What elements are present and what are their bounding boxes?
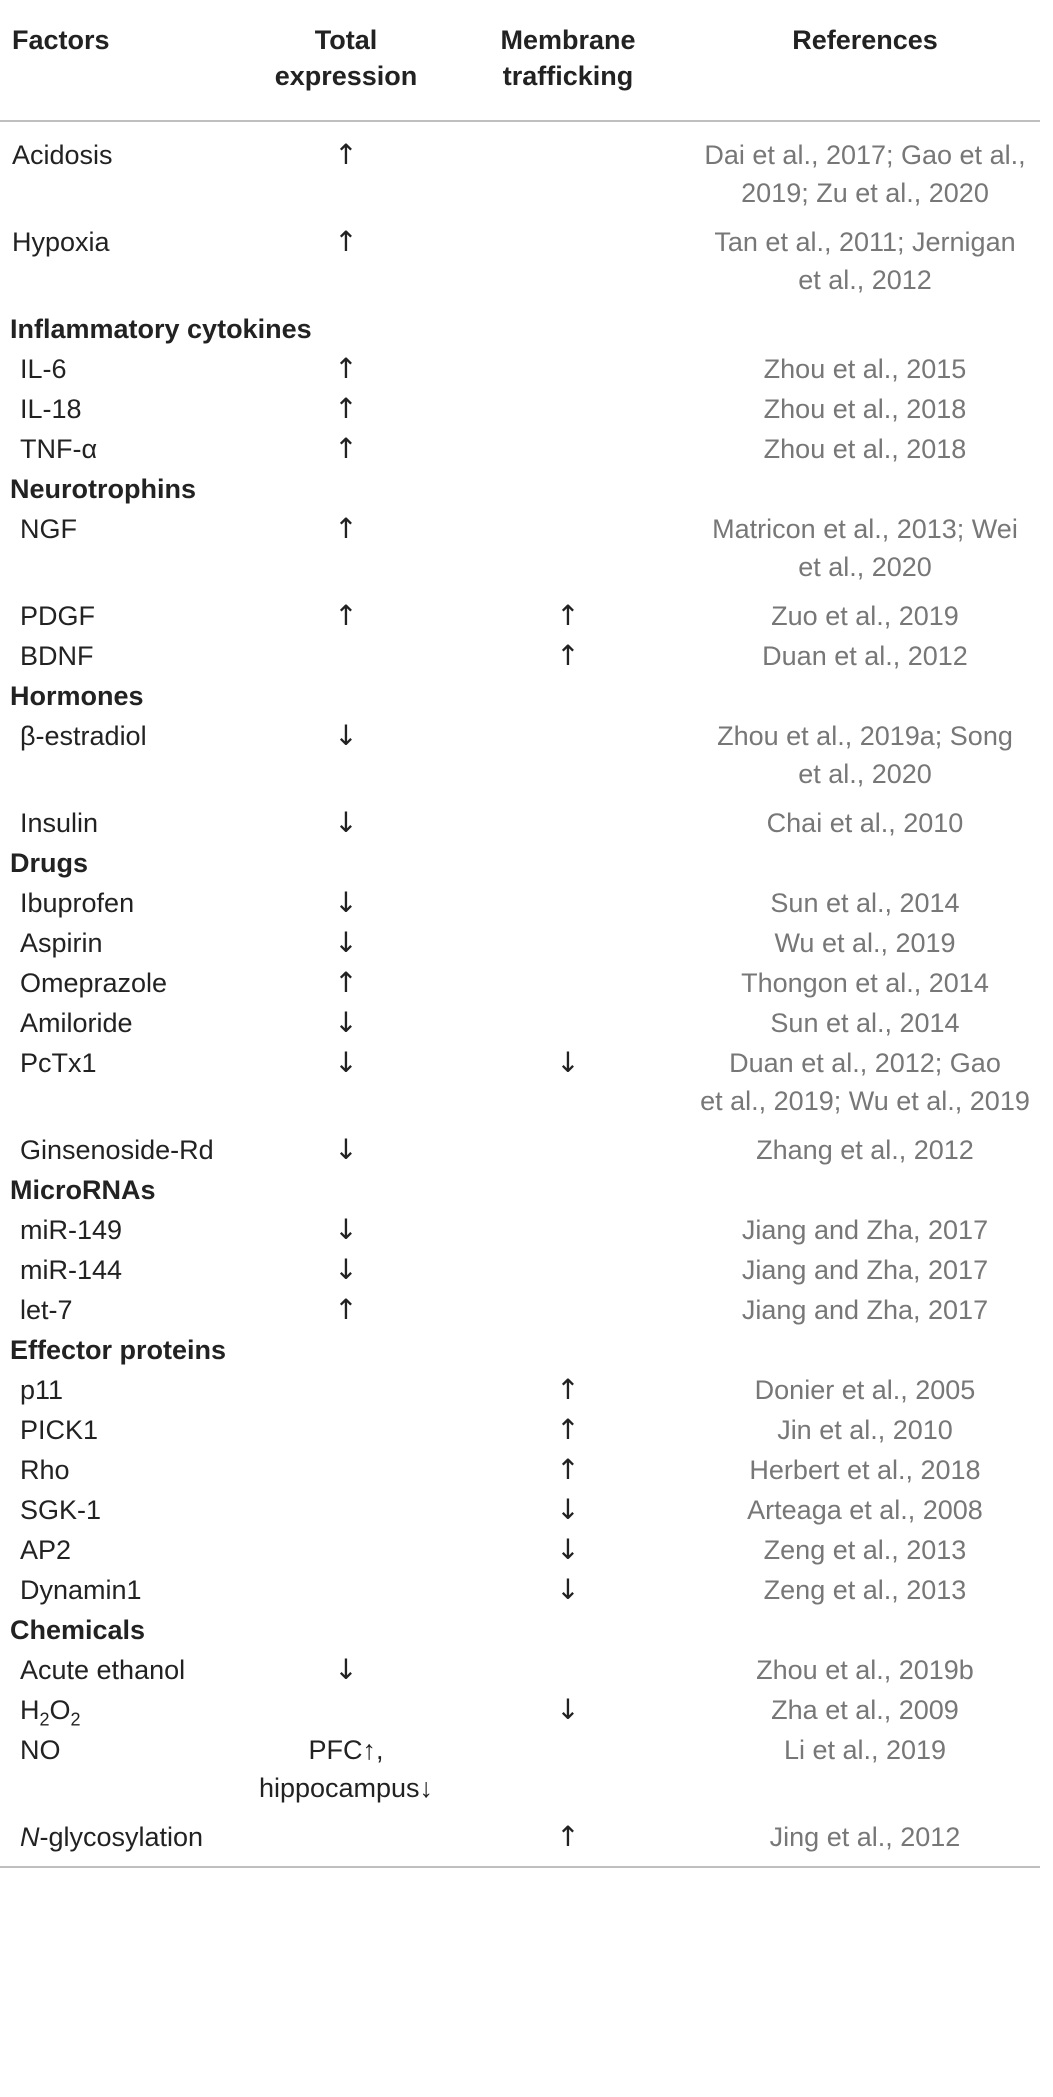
total-expression-value: ↓ (334, 806, 358, 839)
reference-line: 2019; Zu et al., 2020 (741, 178, 989, 208)
reference-line: Zeng et al., 2013 (763, 1575, 967, 1605)
reference-line: Herbert et al., 2018 (749, 1455, 981, 1485)
factor-name: PDGF (20, 601, 96, 631)
total-expression-value: ↓ (334, 1133, 358, 1166)
reference-text (690, 510, 1040, 586)
section-title: Inflammatory cytokines (10, 314, 312, 344)
factor-name: p11 (20, 1375, 64, 1405)
reference-text (690, 1491, 1040, 1529)
reference-text (690, 1371, 1040, 1409)
factor-name: Rho (20, 1455, 70, 1485)
reference-text (690, 964, 1040, 1002)
reference-text (690, 637, 1040, 675)
header-membrane-line2: trafficking (502, 61, 634, 91)
reference-line: Matricon et al., 2013; Wei (712, 514, 1018, 544)
factor-name: NGF (20, 514, 77, 544)
factor-name: miR-144 (20, 1255, 123, 1285)
reference-text (690, 717, 1040, 793)
factor-name: Acute ethanol (20, 1655, 186, 1685)
reference-text (690, 350, 1040, 388)
reference-line: Dai et al., 2017; Gao et al., (704, 140, 1026, 170)
factor-name: Amiloride (20, 1008, 133, 1038)
factor-name: Ginsenoside-Rd (20, 1135, 214, 1165)
reference-text (690, 1451, 1040, 1489)
section-title: Hormones (10, 681, 144, 711)
reference-line: Zhou et al., 2019a; Song (717, 721, 1013, 751)
reference-text (690, 1531, 1040, 1569)
membrane-trafficking-value: ↑ (556, 1373, 580, 1406)
total-expression-value: ↑ (334, 432, 358, 465)
reference-text (690, 1004, 1040, 1042)
reference-text (690, 597, 1040, 635)
reference-line: et al., 2020 (798, 552, 932, 582)
factor-name: IL-18 (20, 394, 82, 424)
factor-name: let-7 (20, 1295, 73, 1325)
reference-text (690, 1651, 1040, 1689)
reference-line: Zhou et al., 2019b (756, 1655, 974, 1685)
membrane-trafficking-value: ↓ (556, 1046, 580, 1079)
reference-text (690, 1291, 1040, 1329)
reference-line: Jiang and Zha, 2017 (741, 1215, 989, 1245)
reference-text (690, 390, 1040, 428)
total-expression-value: ↑ (334, 599, 358, 632)
reference-line: Sun et al., 2014 (770, 888, 960, 918)
header-membrane-trafficking (466, 22, 670, 94)
membrane-trafficking-value: ↓ (556, 1493, 580, 1526)
reference-text (690, 924, 1040, 962)
reference-line: Li et al., 2019 (783, 1735, 947, 1765)
membrane-trafficking-value: ↑ (556, 599, 580, 632)
total-expression-value: ↓ (334, 926, 358, 959)
reference-line: et al., 2019; Wu et al., 2019 (700, 1086, 1030, 1116)
reference-line: Zuo et al., 2019 (771, 601, 959, 631)
header-references: References (792, 25, 938, 55)
total-expression-value: ↓ (334, 1006, 358, 1039)
factor-name: PICK1 (20, 1415, 99, 1445)
reference-text (690, 223, 1040, 299)
reference-line: Arteaga et al., 2008 (747, 1495, 983, 1525)
reference-text (690, 804, 1040, 842)
reference-text (690, 1411, 1040, 1449)
total-expression-value: ↑ (334, 225, 358, 258)
total-expression-value: PFC↑, hippocampus↓ (258, 1735, 434, 1803)
reference-text (690, 1731, 1040, 1769)
total-expression-value: ↓ (334, 719, 358, 752)
reference-text (690, 430, 1040, 468)
reference-text (690, 1044, 1040, 1120)
factor-name: miR-149 (20, 1215, 123, 1245)
factor-name: $H_2O_2$ (20, 1695, 81, 1730)
reference-text (690, 1251, 1040, 1289)
reference-text (690, 1131, 1040, 1169)
reference-text (690, 1571, 1040, 1609)
factor-name: N-glycosylation (20, 1822, 204, 1852)
reference-line: Duan et al., 2012; Gao (729, 1048, 1001, 1078)
header-total-line1: Total (314, 25, 378, 55)
reference-text (690, 1211, 1040, 1249)
total-expression-value: ↑ (334, 392, 358, 425)
total-expression-value: ↑ (334, 512, 358, 545)
reference-line: Duan et al., 2012 (762, 641, 968, 671)
membrane-trafficking-value: ↓ (556, 1573, 580, 1606)
factor-name: Dynamin1 (20, 1575, 142, 1605)
total-expression-value: ↑ (334, 1293, 358, 1326)
reference-text (690, 136, 1040, 212)
factor-name: PcTx1 (20, 1048, 97, 1078)
factor-name: Omeprazole (20, 968, 168, 998)
factor-name: IL-6 (20, 354, 67, 384)
section-title: Neurotrophins (10, 474, 196, 504)
factor-name: NO (20, 1735, 61, 1765)
membrane-trafficking-value: ↓ (556, 1693, 580, 1726)
table-bottom-rule (0, 1866, 1040, 1868)
factor-name: TNF-α (20, 434, 98, 464)
membrane-trafficking-value: ↑ (556, 1453, 580, 1486)
factor-name: AP2 (20, 1535, 72, 1565)
membrane-trafficking-value: ↑ (556, 639, 580, 672)
section-title: Drugs (10, 848, 89, 878)
reference-line: Tan et al., 2011; Jernigan (714, 227, 1016, 257)
section-title: MicroRNAs (10, 1175, 156, 1205)
reference-line: Zhou et al., 2015 (763, 354, 967, 384)
reference-line: Zhou et al., 2018 (763, 434, 967, 464)
reference-line: Thongon et al., 2014 (741, 968, 989, 998)
total-expression-value: ↑ (334, 966, 358, 999)
total-expression-value: ↑ (334, 352, 358, 385)
total-expression-value: ↓ (334, 1653, 358, 1686)
total-expression-value: ↓ (334, 1046, 358, 1079)
membrane-trafficking-value: ↑ (556, 1820, 580, 1853)
reference-text (690, 1691, 1040, 1729)
membrane-trafficking-value: ↑ (556, 1413, 580, 1446)
factor-name: β-estradiol (20, 721, 147, 751)
reference-line: Zeng et al., 2013 (763, 1535, 967, 1565)
factor-name: Hypoxia (12, 227, 110, 257)
table-header (0, 0, 1053, 120)
reference-line: et al., 2020 (798, 759, 932, 789)
section-title: Chemicals (10, 1615, 146, 1645)
membrane-trafficking-value: ↓ (556, 1533, 580, 1566)
reference-line: Zhou et al., 2018 (763, 394, 967, 424)
reference-line: Chai et al., 2010 (766, 808, 964, 838)
factor-name: BDNF (20, 641, 94, 671)
reference-text (690, 884, 1040, 922)
header-factors: Factors (12, 25, 110, 55)
reference-line: Sun et al., 2014 (770, 1008, 960, 1038)
total-expression-value: ↑ (334, 138, 358, 171)
reference-line: Jiang and Zha, 2017 (741, 1255, 989, 1285)
factor-name: Aspirin (20, 928, 103, 958)
reference-line: Wu et al., 2019 (774, 928, 956, 958)
total-expression-value: ↓ (334, 1253, 358, 1286)
header-divider (0, 120, 1040, 122)
section-title: Effector proteins (10, 1335, 227, 1365)
header-total-expression (240, 22, 452, 94)
reference-line: Jiang and Zha, 2017 (741, 1295, 989, 1325)
factor-name: Acidosis (12, 140, 113, 170)
total-expression-value: ↓ (334, 886, 358, 919)
reference-text (690, 1818, 1040, 1856)
reference-line: Donier et al., 2005 (754, 1375, 976, 1405)
reference-line: Zha et al., 2009 (771, 1695, 959, 1725)
header-total-line2: expression (274, 61, 418, 91)
factor-name: SGK-1 (20, 1495, 102, 1525)
reference-line: Jin et al., 2010 (777, 1415, 953, 1445)
factor-name: Ibuprofen (20, 888, 135, 918)
reference-line: Jing et al., 2012 (769, 1822, 961, 1852)
header-membrane-line1: Membrane (500, 25, 636, 55)
reference-line: Zhang et al., 2012 (756, 1135, 974, 1165)
factor-name: Insulin (20, 808, 99, 838)
total-expression-value: ↓ (334, 1213, 358, 1246)
reference-line: et al., 2012 (798, 265, 932, 295)
